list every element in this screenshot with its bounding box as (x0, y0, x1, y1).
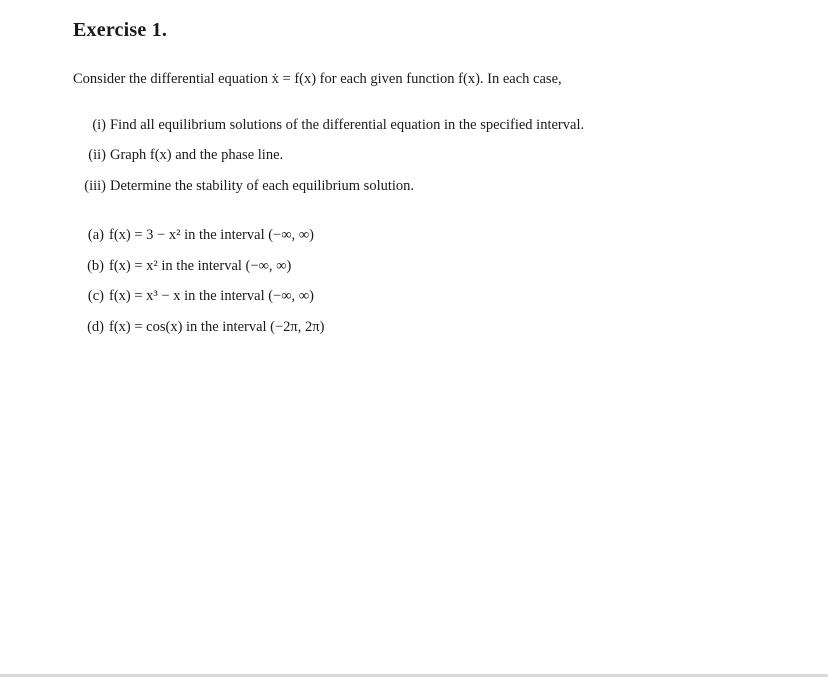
part-marker: (a) (87, 227, 104, 243)
instruction-step (73, 117, 584, 134)
exercise-part (73, 288, 314, 305)
part-marker: (c) (87, 288, 104, 304)
part-text: f(x) = 3 − x² in the interval (−∞, ∞) (109, 227, 314, 243)
part-text: f(x) = x² in the interval (−∞, ∞) (109, 258, 292, 274)
instruction-step (73, 178, 414, 195)
step-marker: (iii) (84, 178, 106, 194)
step-marker: (ii) (88, 147, 106, 163)
exercise-intro: Consider the differential equation ẋ = f(x) for each given function f(x). In each case, (73, 71, 562, 87)
part-marker: (d) (87, 319, 104, 335)
part-text: f(x) = cos(x) in the interval (−2π, 2π) (109, 319, 325, 335)
part-marker: (b) (87, 258, 104, 274)
exercise-title: Exercise 1. (73, 19, 168, 41)
step-text: Find all equilibrium solutions of the differential equation in the specified interval. (110, 117, 585, 133)
exercise-part (73, 319, 324, 336)
instruction-step (73, 147, 283, 164)
exercise-part (73, 258, 291, 275)
step-text: Graph f(x) and the phase line. (110, 147, 284, 163)
exercise-part (73, 227, 314, 244)
part-text: f(x) = x³ − x in the interval (−∞, ∞) (109, 288, 314, 304)
step-marker: (i) (92, 117, 106, 133)
step-text: Determine the stability of each equilibrium solution. (110, 178, 415, 194)
